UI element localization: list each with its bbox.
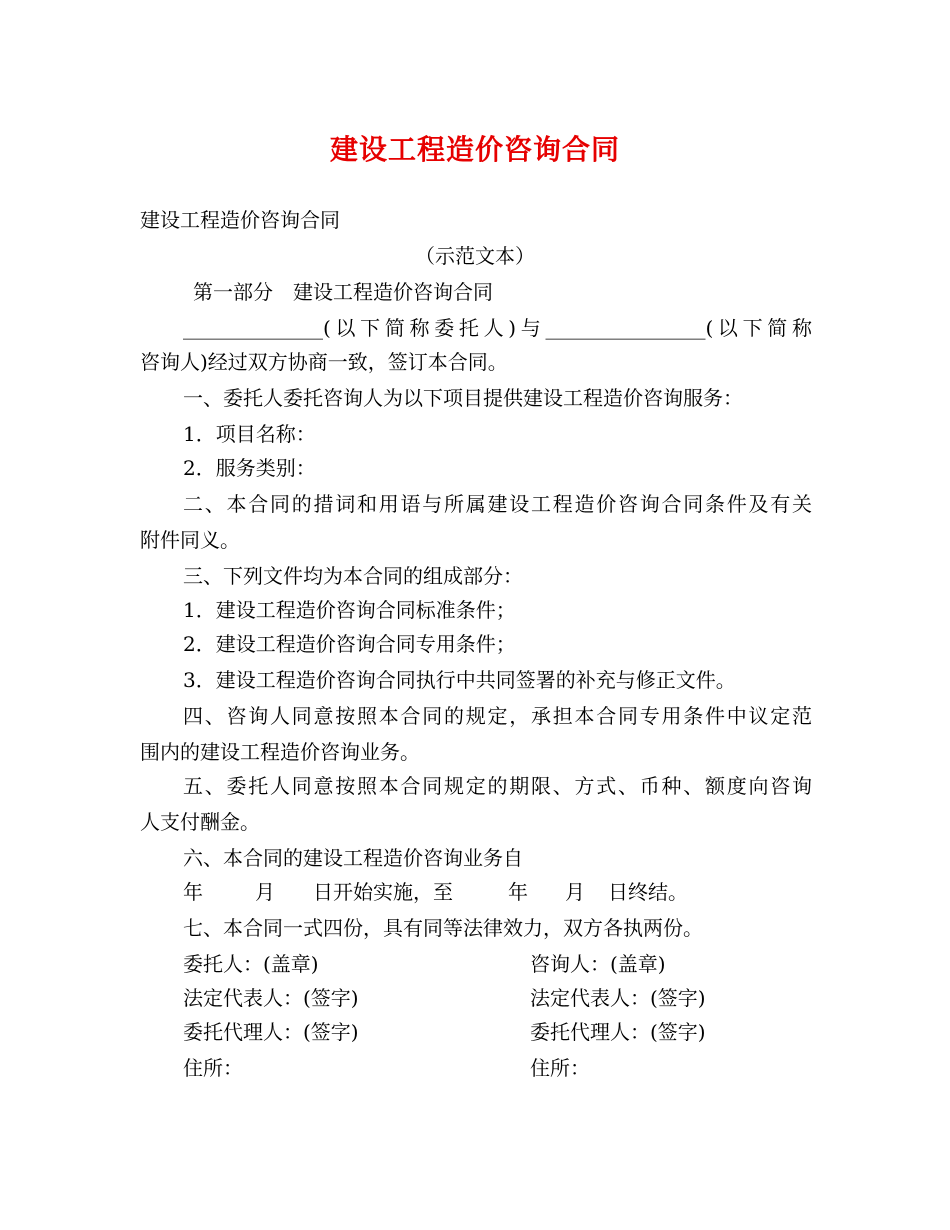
clause-1-item-1: 1．项目名称： [183, 422, 316, 446]
parties-line-1: ______________(以下简称委托人)与________________(以下简称 [183, 316, 812, 340]
parties-line-2: 咨询人)经过双方协商一致，签订本合同。 [140, 350, 508, 374]
clause-6-line-1: 六、本合同的建设工程造价咨询业务自 [183, 846, 523, 870]
clause-4-line-1: 四、咨询人同意按照本合同的规定，承担本合同专用条件中议定范 [183, 704, 812, 728]
clause-3-item-1: 1．建设工程造价咨询合同标准条件； [183, 598, 516, 622]
date-ri-2: 日终结。 [608, 880, 688, 904]
clause-1: 一、委托人委托咨询人为以下项目提供建设工程造价咨询服务： [183, 386, 743, 410]
consultant-legal-rep-label: 法定代表人：(签字) [530, 986, 706, 1010]
client-legal-rep-label: 法定代表人：(签字) [183, 986, 359, 1010]
clause-3: 三、下列文件均为本合同的组成部分： [183, 564, 523, 588]
date-yue-1: 月 [255, 880, 275, 904]
clause-4-line-2: 围内的建设工程造价咨询业务。 [140, 740, 420, 764]
clause-3-item-2: 2．建设工程造价咨询合同专用条件； [183, 632, 516, 656]
part-one-heading: 第一部分 建设工程造价咨询合同 [193, 280, 493, 304]
consultant-agent-label: 委托代理人：(签字) [530, 1020, 706, 1044]
date-nian-2: 年 [508, 880, 528, 904]
document-subtitle: （示范文本） [415, 244, 535, 268]
date-nian-1: 年 [183, 880, 203, 904]
clause-2-line-2: 附件同义。 [140, 528, 240, 552]
clause-3-item-3: 3．建设工程造价咨询合同执行中共同签署的补充与修正文件。 [183, 668, 736, 692]
consultant-seal-label: 咨询人：(盖章) [530, 952, 666, 976]
date-yue-2: 月 [565, 880, 585, 904]
consultant-address-label: 住所： [530, 1056, 590, 1080]
clause-1-item-2: 2．服务类别： [183, 456, 316, 480]
date-ri-1: 日开始实施，至 [313, 880, 453, 904]
client-address-label: 住所： [183, 1056, 243, 1080]
document-title: 建设工程造价咨询合同 [329, 133, 620, 166]
clause-5-line-2: 人支付酬金。 [140, 810, 260, 834]
clause-2-line-1: 二、本合同的措词和用语与所属建设工程造价咨询合同条件及有关 [183, 492, 812, 516]
client-seal-label: 委托人：(盖章) [183, 952, 319, 976]
document-heading: 建设工程造价咨询合同 [140, 208, 340, 232]
clause-7: 七、本合同一式四份，具有同等法律效力，双方各执两份。 [183, 916, 703, 940]
client-agent-label: 委托代理人：(签字) [183, 1020, 359, 1044]
clause-5-line-1: 五、委托人同意按照本合同规定的期限、方式、币种、额度向咨询 [183, 774, 812, 798]
